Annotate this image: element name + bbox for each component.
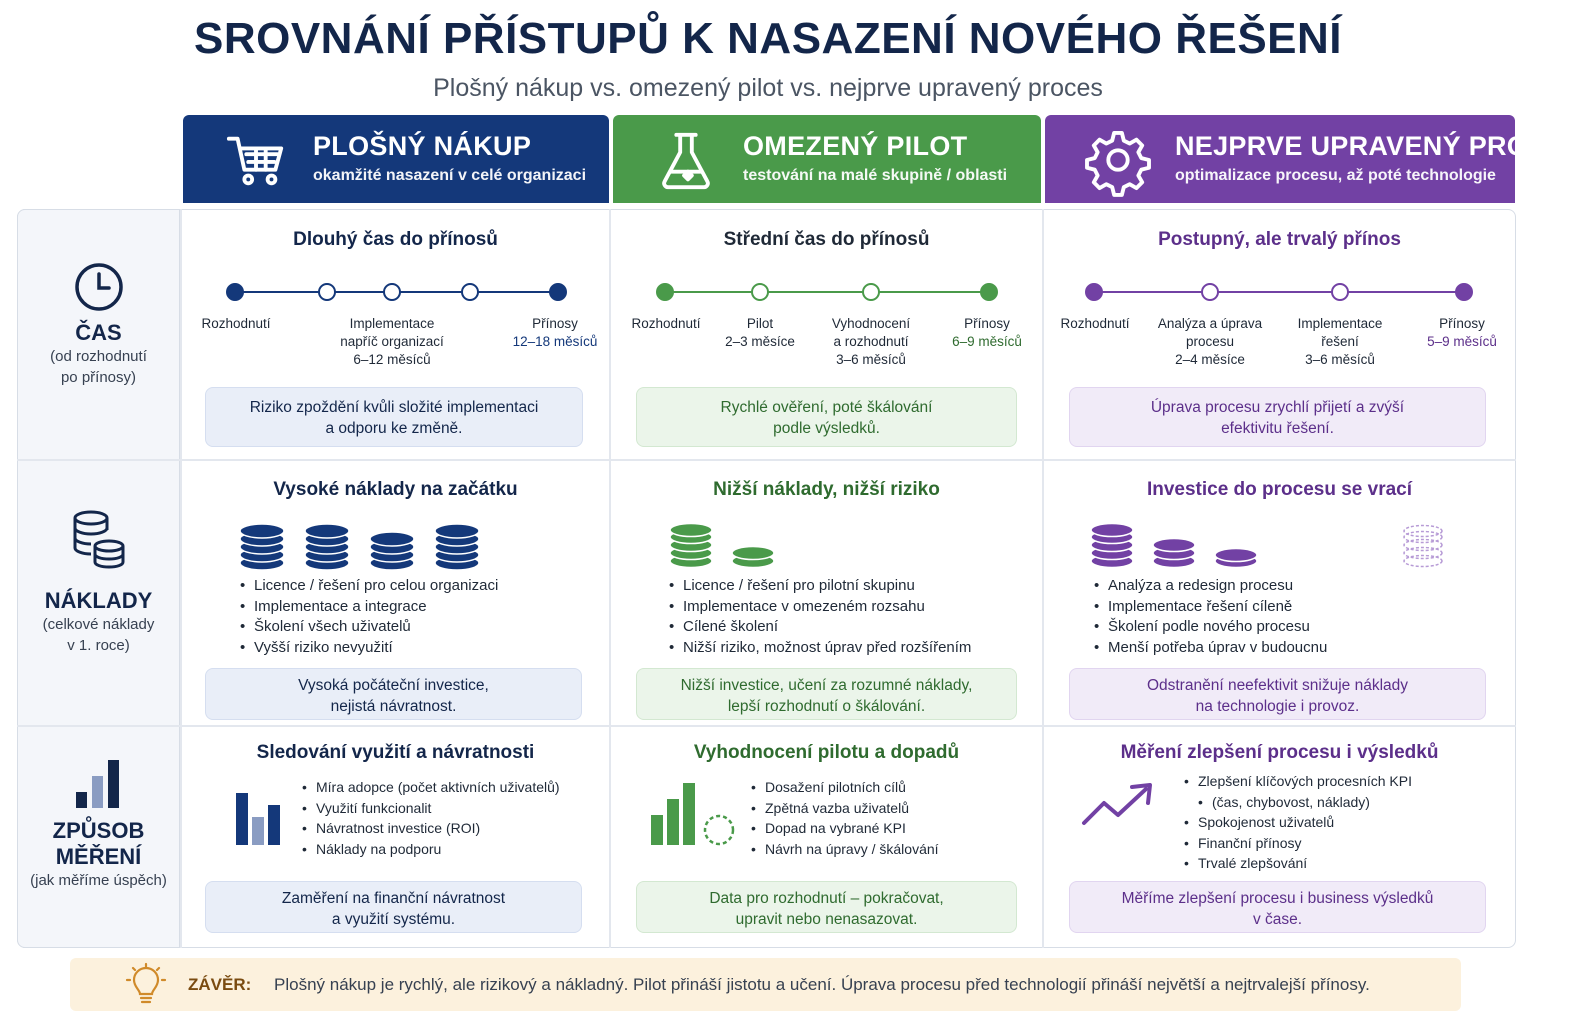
timeline-dot (1085, 283, 1103, 301)
timeline-dot (383, 283, 401, 301)
bar-chart-icon (234, 791, 282, 845)
list-item: • Návrh na úpravy / škálování (751, 839, 939, 860)
shopping-cart-icon (225, 129, 287, 191)
column-title: NEJPRVE UPRAVENÝ PROCES (1175, 131, 1585, 161)
cell-note: Vysoká počáteční investice, nejistá návratnost. (205, 668, 582, 720)
timeline-dot (656, 283, 674, 301)
timeline-dot (549, 283, 567, 301)
timeline-dot (1331, 283, 1349, 301)
row-name: NÁKLADY (44, 588, 153, 613)
column-header-flat-purchase (183, 115, 609, 203)
timeline-label: Vyhodnocení a rozhodnutí 3–6 měsíců (831, 316, 911, 367)
row-name: ČAS (75, 320, 122, 345)
time-cell-pilot (611, 211, 1042, 459)
cost-list (1094, 576, 1327, 658)
list-item: • Analýza a redesign procesu (1094, 576, 1327, 597)
timeline-label: Rozhodnutí (631, 316, 701, 331)
list-item: • Míra adopce (počet aktivních uživatelů) (302, 777, 560, 798)
conclusion-text: Plošný nákup je rychlý, ale rizikový a nákladný. Pilot přináší jistotu a učení. Úprava procesu před technologií přináší největší a nejtrvalejší přínosy. (274, 975, 1370, 994)
cell-title: Nižší náklady, nižší riziko (713, 479, 940, 500)
page-subtitle: Plošný nákup vs. omezený pilot vs. nejprve upravený proces (433, 74, 1103, 102)
row-note: po přínosy) (60, 369, 137, 386)
cell-note: Zaměření na finanční návratnost a využití systému. (205, 881, 582, 933)
lightbulb-icon (126, 964, 166, 1006)
list-item: • Nižší riziko, možnost úprav před rozšířením (669, 638, 971, 659)
measure-list (302, 777, 560, 859)
column-header-pilot (613, 115, 1041, 203)
cost-list (240, 576, 498, 658)
cell-title: Střední čas do přínosů (723, 229, 930, 250)
list-item: • Cílené školení (669, 617, 971, 638)
row-label-time (17, 262, 180, 388)
cell-title: Měření zlepšení procesu i výsledků (1120, 742, 1439, 763)
timeline-dot (1455, 283, 1473, 301)
cell-title: Postupný, ale trvalý přínos (1158, 229, 1401, 250)
cell-title: Investice do procesu se vrací (1146, 479, 1413, 500)
clock-icon (74, 262, 124, 312)
coin-stacks-icon (667, 523, 777, 569)
cost-list (669, 576, 971, 658)
row-note: v 1. roce) (67, 637, 130, 654)
measure-list (751, 777, 939, 859)
cell-note: Odstranění neefektivit snižuje náklady na technologie i provoz. (1069, 668, 1486, 720)
bar-chart-dashed-icon (649, 781, 739, 847)
timeline-dot (226, 283, 244, 301)
cell-title: Sledování využití a návratnosti (256, 742, 535, 763)
list-item: • Školení všech uživatelů (240, 617, 498, 638)
timeline-dot (461, 283, 479, 301)
cell-note: Data pro rozhodnutí – pokračovat, upravit nebo nenasazovat. (636, 881, 1017, 933)
time-cell-flat (182, 211, 609, 459)
timeline-label: Pilot 2–3 měsíce (725, 316, 795, 349)
list-item: • Dopad na vybrané KPI (751, 818, 939, 839)
list-item: • (čas, chybovost, náklady) (1184, 792, 1412, 813)
timeline-label: Implementace řešení 3–6 měsíců (1297, 316, 1383, 367)
list-item: • Náklady na podporu (302, 839, 560, 860)
row-note: (jak měříme úspěch) (30, 872, 167, 889)
time-cell-process (1044, 211, 1515, 459)
timeline-label: Implementace napříč organizací 6–12 měsíců (340, 316, 444, 367)
conclusion-bar (70, 958, 1461, 1011)
cost-cell-process (1044, 461, 1515, 725)
list-item: • Licence / řešení pro celou organizaci (240, 576, 498, 597)
timeline-dot (980, 283, 998, 301)
column-subtitle: testování na malé skupině / oblasti (743, 167, 1008, 184)
trend-up-icon (1080, 781, 1156, 827)
measure-cell-flat (182, 727, 609, 947)
column-subtitle: okamžité nasazení v celé organizaci (313, 167, 587, 184)
list-item: • Vyšší riziko nevyužití (240, 638, 498, 659)
list-item: • Trvalé zlepšování (1184, 853, 1412, 874)
list-item: • Menší potřeba úprav v budoucnu (1094, 638, 1327, 659)
gear-icon (1087, 129, 1149, 191)
list-item: • Implementace v omezeném rozsahu (669, 597, 971, 618)
timeline-label: Přínosy 12–18 měsíců (512, 316, 598, 349)
coins-icon (71, 510, 127, 570)
cost-cell-pilot (611, 461, 1042, 725)
timeline-label: Přínosy 5–9 měsíců (1427, 316, 1497, 349)
timeline-dot (751, 283, 769, 301)
measure-cell-process (1044, 727, 1515, 947)
timeline-dot (318, 283, 336, 301)
list-item: • Finanční přínosy (1184, 833, 1412, 854)
timeline-label: Analýza a úprava procesu 2–4 měsíce (1157, 316, 1263, 367)
column-title: OMEZENÝ PILOT (743, 131, 968, 161)
timeline-label: Přínosy 6–9 měsíců (952, 316, 1022, 349)
list-item: • Implementace řešení cíleně (1094, 597, 1327, 618)
cell-note: Rychlé ověření, poté škálování podle výsledků. (636, 387, 1017, 447)
list-item: • Školení podle nového procesu (1094, 617, 1327, 638)
conclusion-label: ZÁVĚR: (188, 975, 252, 994)
list-item: • Zpětná vazba uživatelů (751, 798, 939, 819)
list-item: • Návratnost investice (ROI) (302, 818, 560, 839)
list-item: • Zlepšení klíčových procesních KPI (1184, 771, 1412, 792)
flask-icon (655, 129, 717, 191)
list-item: • Využití funkcionalit (302, 798, 560, 819)
dashed-coin-stack-icon (1400, 525, 1446, 569)
row-label-costs (17, 510, 180, 656)
timeline-label: Rozhodnutí (201, 316, 271, 331)
timeline-label: Rozhodnutí (1060, 316, 1130, 331)
timeline-dot (1201, 283, 1219, 301)
column-header-process-first (1045, 115, 1585, 203)
page-title: SROVNÁNÍ PŘÍSTUPŮ K NASAZENÍ NOVÉHO ŘEŠENÍ (193, 14, 1343, 63)
list-item: • Spokojenost uživatelů (1184, 812, 1412, 833)
column-subtitle: optimalizace procesu, až poté technologie (1175, 167, 1496, 184)
cell-title: Vyhodnocení pilotu a dopadů (693, 742, 960, 763)
cell-note: Riziko zpoždění kvůli složité implementaci a odporu ke změně. (205, 387, 583, 447)
row-note: (od rozhodnutí (50, 348, 147, 365)
cell-title: Dlouhý čas do přínosů (293, 229, 498, 250)
bar-chart-icon (74, 758, 124, 810)
timeline-dot (862, 283, 880, 301)
row-note: (celkové náklady (42, 616, 155, 633)
list-item: • Licence / řešení pro pilotní skupinu (669, 576, 971, 597)
measure-list (1184, 771, 1412, 874)
list-item: • Implementace a integrace (240, 597, 498, 618)
cell-title: Vysoké náklady na začátku (273, 479, 518, 500)
coin-stacks-icon (1088, 523, 1258, 569)
list-item: • Dosažení pilotních cílů (751, 777, 939, 798)
cell-note: Měříme zlepšení procesu i business výsledků v čase. (1069, 881, 1486, 933)
coin-stacks-icon (237, 519, 487, 571)
row-name: ZPŮSOB MĚŘENÍ (52, 818, 145, 869)
cost-cell-flat (182, 461, 609, 725)
cell-note: Nižší investice, učení za rozumné náklady, lepší rozhodnutí o škálování. (636, 668, 1017, 720)
measure-cell-pilot (611, 727, 1042, 947)
cell-note: Úprava procesu zrychlí přijetí a zvýší efektivitu řešení. (1069, 387, 1486, 447)
column-title: PLOŠNÝ NÁKUP (313, 131, 532, 161)
row-label-measurement (17, 758, 180, 891)
